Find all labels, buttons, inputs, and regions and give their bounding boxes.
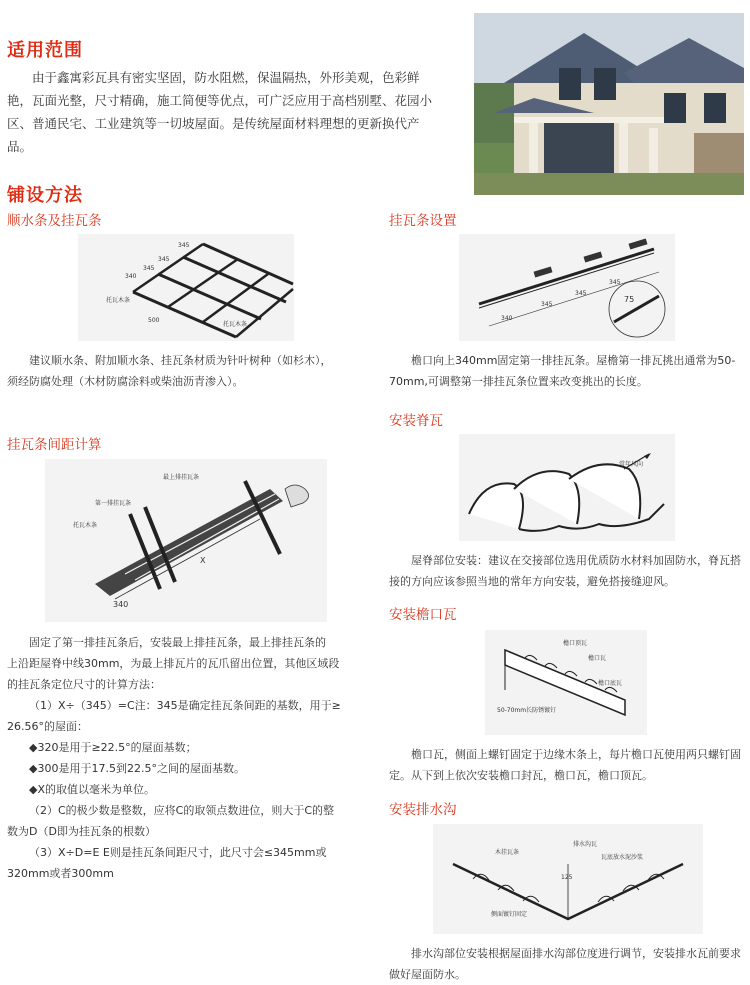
dim-label: 125	[561, 874, 573, 881]
section-title-battens: 顺水条及挂瓦条	[7, 213, 102, 229]
spacing-line: ◆X的取值以毫米为单位。	[29, 783, 155, 796]
spacing-line: （3）X÷D=E E则是挂瓦条间距尺寸，此尺寸会≤345mm或	[29, 846, 327, 859]
spacing-line: 的挂瓦条定位尺寸的计算方法：	[7, 678, 161, 691]
fig-tag: 托瓦木条	[223, 321, 248, 328]
figure-eave-tile	[485, 630, 647, 735]
scope-title: 适用范围	[7, 40, 83, 61]
fig-tag: 檐口顶瓦	[563, 640, 588, 647]
dim-label: 500	[148, 317, 160, 324]
dim-label: 75	[624, 295, 635, 304]
dim-label: 345	[609, 279, 621, 286]
spacing-text	[7, 632, 357, 884]
battens-text: 建议顺水条、附加顺水条、挂瓦条材质为针叶树种（如杉木），须经防腐处理（木材防腐涂料或柴油沥青渗入）。	[7, 354, 332, 388]
method-title: 铺设方法	[7, 185, 83, 206]
fig-tag: 托瓦木条	[106, 297, 131, 304]
figure-gutter	[433, 824, 703, 934]
eave-text: 檐口瓦，侧面上螺钉固定于边缘木条上，每片檐口瓦使用两只螺钉固定。从下到上依次安装檐口封瓦，檐口瓦，檐口顶瓦。	[389, 748, 741, 782]
spacing-line: 数为D（D即为挂瓦条的根数）	[7, 825, 156, 838]
section-title-batten-setup: 挂瓦条设置	[389, 213, 457, 229]
fig-tag: 第一排挂瓦条	[95, 500, 132, 507]
fig-tag: 常年风向	[619, 461, 644, 468]
gutter-text: 排水沟部位安装根据屋面排水沟部位度进行调节，安装排水瓦前要求做好屋面防水。	[389, 947, 741, 981]
fig-tag: 托瓦木条	[73, 522, 98, 529]
villa-photo	[474, 13, 744, 195]
spacing-line: （2）C的极少数是整数，应将C的取领点数进位，则大于C的整	[29, 804, 335, 817]
figure-battens-grid	[78, 234, 294, 341]
ridge-text: 屋脊部位安装：建议在交接部位选用优质防水材料加固防水，脊瓦搭接的方向应该参照当地的常年方向安装，避免搭接缝迎风。	[389, 554, 741, 588]
dim-label: 345	[143, 265, 155, 272]
fig-tag: 檐口底瓦	[598, 680, 623, 687]
fig-tag: 50-70mm长防锈镀钉	[497, 707, 557, 714]
figure-ridge-tile	[459, 434, 675, 541]
dim-label: 340	[113, 600, 129, 609]
dim-label: 340	[125, 273, 137, 280]
dim-label: 345	[541, 301, 553, 308]
fig-tag: 最上排挂瓦条	[163, 474, 200, 481]
fig-tag: 木挂瓦条	[495, 849, 520, 856]
section-title-gutter: 安装排水沟	[389, 802, 457, 818]
figure-batten-setup	[459, 234, 675, 341]
section-title-spacing: 挂瓦条间距计算	[7, 437, 102, 453]
spacing-line: 26.56°的屋面：	[7, 720, 88, 733]
dim-x: X	[200, 556, 206, 565]
figure-spacing-calc	[45, 459, 327, 622]
section-title-eave: 安装檐口瓦	[389, 607, 457, 623]
spacing-line: ◆320是用于≥22.5°的屋面基数；	[29, 741, 197, 754]
dim-label: 345	[178, 242, 190, 249]
spacing-line: （1）X÷（345）=C注：345是确定挂瓦条间距的基数，用于≥	[29, 699, 341, 712]
spacing-line: ◆300是用于17.5到22.5°之间的屋面基数。	[29, 762, 245, 775]
fig-tag: 檐口瓦	[588, 655, 607, 662]
section-title-ridge: 安装脊瓦	[389, 413, 443, 429]
dim-label: 345	[575, 290, 587, 297]
dim-label: 345	[158, 256, 170, 263]
fig-tag: 排水沟瓦	[573, 841, 598, 848]
fig-tag: 侧面镀钉固定	[491, 911, 528, 918]
fig-tag: 瓦底放水泥沙浆	[601, 854, 644, 861]
spacing-line: 固定了第一排挂瓦条后，安装最上排挂瓦条，最上排挂瓦条的	[29, 636, 326, 649]
batten-setup-text: 檐口向上340mm固定第一排挂瓦条。屋檐第一排瓦挑出通常为50-70mm,可调整第一排挂瓦条位置来改变挑出的长度。	[389, 354, 736, 388]
spacing-line: 上沿距屋脊中线30mm，为最上排瓦片的瓦爪留出位置，其他区域段	[7, 657, 340, 670]
scope-text: 由于鑫寓彩瓦具有密实坚固，防水阻燃，保温隔热，外形美观，色彩鲜艳，瓦面光整，尺寸精确，施工简便等优点，可广泛应用于高档别墅、花园小区、普通民宅、工业建筑等一切坡屋面。是传统屋面材料理想的更新换代产品。	[7, 70, 433, 154]
dim-label: 340	[501, 315, 513, 322]
spacing-line: 320mm或者300mm	[7, 867, 114, 880]
